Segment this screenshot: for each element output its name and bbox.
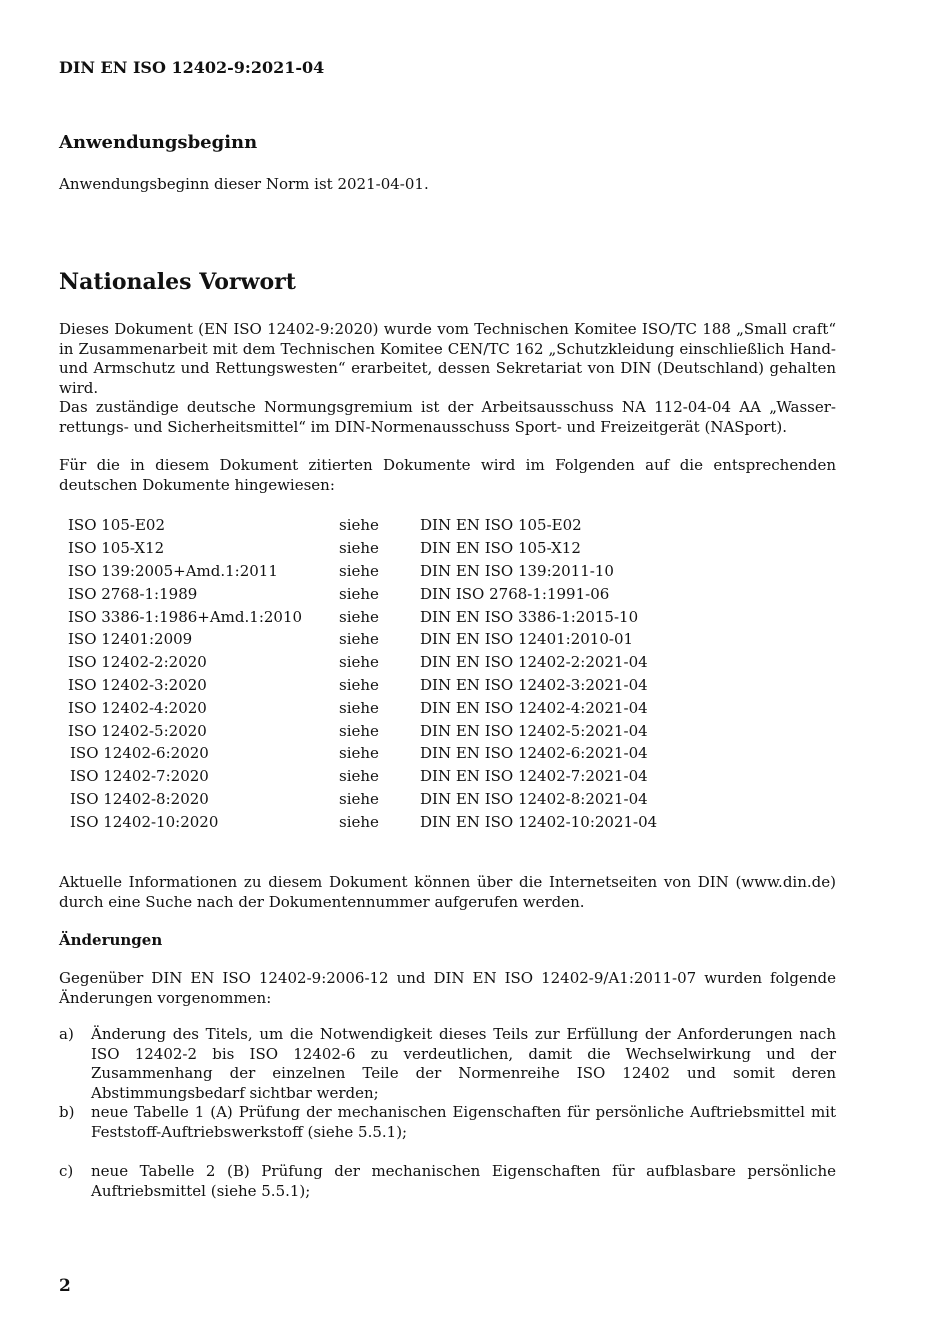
iso-reference-cell: ISO 12402-3:2020 [68,675,207,694]
see-cell: siehe [339,767,379,786]
foreword-paragraph-1: Dieses Dokument (EN ISO 12402-9:2020) wurde vom Technischen Komitee ISO/TC 188 „Small craft“ in Zusammenarbeit mit dem Technischen Komitee CEN/TC 162 „Schutzkleidung einschließlich Hand- und Armschutz und Rettungswesten“ erarbeitet, dessen Sekretariat von DIN (Deutschland) gehalten wird. [59,320,836,397]
iso-reference-cell: ISO 12401:2009 [68,630,193,649]
din-reference-cell: DIN ISO 2768-1:1991-06 [420,584,610,603]
list-item-text: Änderung des Titels, um die Notwendigkeit dieses Teils zur Erfüllung der Anforderungen nach ISO 12402-2 bis ISO 12402-6 zu verdeutlichen, damit die Wechselwirkung und der Zusammenhang der einzelnen Teile der Normenreihe ISO 12402 und somit deren Abstimmungsbedarf sichtbar werden; [91,1025,836,1102]
list-item [59,1103,836,1142]
din-reference-cell: DIN EN ISO 3386-1:2015-10 [420,607,639,626]
table-row [68,605,768,628]
din-reference-cell: DIN EN ISO 12402-3:2021-04 [420,675,648,694]
reference-table [68,514,768,833]
iso-reference-cell: ISO 3386-1:1986+Amd.1:2010 [68,607,303,626]
din-reference-cell: DIN EN ISO 12402-7:2021-04 [420,767,648,786]
foreword-paragraph-4: Aktuelle Informationen zu diesem Dokument können über die Internetseiten von DIN (www.din.de) durch eine Suche nach der Dokumentennummer aufgerufen werden. [59,873,836,911]
table-row [68,696,768,719]
see-cell: siehe [339,630,379,649]
list-item-text: neue Tabelle 1 (A) Prüfung der mechanischen Eigenschaften für persönliche Auftriebsmittel mit Feststoff-Auftriebswerkstoff (siehe 5.5.1); [91,1103,836,1141]
table-row [68,651,768,674]
iso-reference-cell: ISO 12402-4:2020 [68,698,207,717]
see-cell: siehe [339,675,379,694]
see-cell: siehe [339,516,379,535]
iso-reference-cell: ISO 12402-2:2020 [68,653,207,672]
iso-reference-cell: ISO 2768-1:1989 [68,584,198,603]
table-row [68,742,768,765]
din-reference-cell: DIN EN ISO 12402-4:2021-04 [420,698,648,717]
list-item-label: a) [59,1025,74,1043]
iso-reference-cell: ISO 12402-7:2020 [70,767,209,786]
din-reference-cell: DIN EN ISO 105-E02 [420,516,582,535]
see-cell: siehe [339,607,379,626]
table-row [68,674,768,697]
see-cell: siehe [339,721,379,740]
start-heading: Anwendungsbeginn [59,132,258,153]
see-cell: siehe [339,744,379,763]
see-cell: siehe [339,561,379,580]
iso-reference-cell: ISO 12402-10:2020 [70,812,219,831]
see-cell: siehe [339,539,379,558]
start-text: Anwendungsbeginn dieser Norm ist 2021-04-01. [59,175,429,193]
table-row [68,537,768,560]
din-reference-cell: DIN EN ISO 12402-10:2021-04 [420,812,658,831]
list-item-text: neue Tabelle 2 (B) Prüfung der mechanischen Eigenschaften für aufblasbare persönliche Auftriebsmittel (siehe 5.5.1); [91,1162,836,1200]
changes-heading: Änderungen [59,931,163,949]
list-item-label: b) [59,1103,75,1121]
see-cell: siehe [339,698,379,717]
page-number: 2 [59,1276,71,1296]
din-reference-cell: DIN EN ISO 105-X12 [420,539,581,558]
table-row [68,810,768,833]
list-item-label: c) [59,1162,74,1180]
iso-reference-cell: ISO 12402-8:2020 [70,789,209,808]
table-row [68,765,768,788]
iso-reference-cell: ISO 139:2005+Amd.1:2011 [68,561,278,580]
din-reference-cell: DIN EN ISO 12401:2010-01 [420,630,634,649]
foreword-heading: Nationales Vorwort [59,269,296,295]
din-reference-cell: DIN EN ISO 139:2011-10 [420,561,614,580]
see-cell: siehe [339,789,379,808]
foreword-paragraph-2: Das zuständige deutsche Normungsgremium ist der Arbeitsausschuss NA 112-04-04 AA „Wasser-rettungs- und Sicherheitsmittel“ im DIN-Normenausschuss Sport- und Freizeitgerät (NASport). [59,398,836,436]
list-item [59,1025,836,1103]
iso-reference-cell: ISO 12402-5:2020 [68,721,207,740]
foreword-paragraph-3: Für die in diesem Dokument zitierten Dokumente wird im Folgenden auf die entsprechenden deutschen Dokumente hingewiesen: [59,456,836,494]
table-row [68,560,768,583]
din-reference-cell: DIN EN ISO 12402-6:2021-04 [420,744,648,763]
see-cell: siehe [339,584,379,603]
table-row [68,628,768,651]
iso-reference-cell: ISO 105-X12 [68,539,165,558]
see-cell: siehe [339,653,379,672]
iso-reference-cell: ISO 12402-6:2020 [70,744,209,763]
see-cell: siehe [339,812,379,831]
iso-reference-cell: ISO 105-E02 [68,516,166,535]
table-row [68,719,768,742]
din-reference-cell: DIN EN ISO 12402-5:2021-04 [420,721,648,740]
table-row [68,788,768,811]
document-id-header: DIN EN ISO 12402-9:2021-04 [59,58,325,77]
table-row [68,514,768,537]
din-reference-cell: DIN EN ISO 12402-2:2021-04 [420,653,648,672]
changes-intro: Gegenüber DIN EN ISO 12402-9:2006-12 und DIN EN ISO 12402-9/A1:2011-07 wurden folgende Änderungen vorgenommen: [59,969,836,1007]
table-row [68,582,768,605]
din-reference-cell: DIN EN ISO 12402-8:2021-04 [420,789,648,808]
list-item [59,1162,836,1201]
